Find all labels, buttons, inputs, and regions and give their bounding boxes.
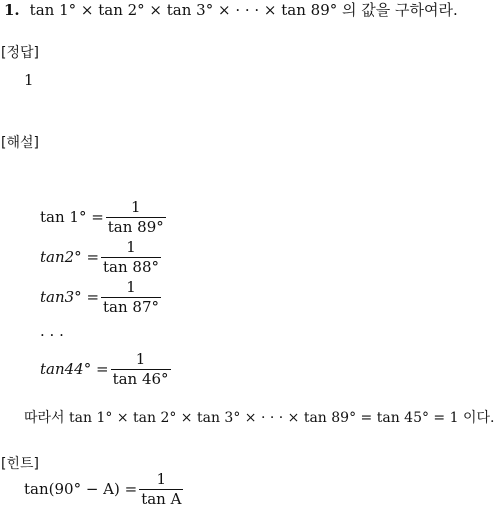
answer-label: [정답] [1, 45, 39, 61]
explanation-eq1 [40, 200, 168, 236]
problem-number: 1. [4, 1, 20, 19]
hint-left: tan(90° − A) = [24, 480, 138, 499]
eq3-denominator: tan 87° [103, 297, 160, 316]
explanation-eq2 [40, 240, 163, 276]
hint-label: [힌트] [1, 456, 39, 472]
explanation-eq4 [40, 352, 173, 388]
hint-formula [24, 472, 185, 508]
eq4-denominator: tan 46° [112, 369, 169, 388]
hint-denominator: tan A [141, 489, 182, 508]
eq1-fraction [106, 200, 166, 236]
eq2-left: tan2° = [40, 248, 100, 267]
eq3-left: tan3° = [40, 288, 100, 307]
eq4-numerator: 1 [135, 350, 146, 368]
problem-text: tan 1° × tan 2° × tan 3° × · · · × tan 89° 의 값을 구하여라. [29, 1, 458, 19]
explanation-eq3 [40, 280, 163, 316]
explanation-label: [해설] [1, 135, 39, 151]
eq1-left: tan 1° = [40, 208, 104, 227]
eq1-denominator: tan 89° [107, 217, 164, 236]
explanation-conclusion: 따라서 tan 1° × tan 2° × tan 3° × · · · × tan 89° = tan 45° = 1 이다. [24, 410, 495, 426]
explanation-ellipsis: · · · [40, 326, 64, 344]
eq4-fraction [111, 352, 171, 388]
eq1-numerator: 1 [131, 198, 141, 216]
eq2-fraction [101, 240, 161, 276]
hint-numerator: 1 [156, 470, 167, 488]
eq4-left: tan44° = [40, 360, 109, 379]
eq2-denominator: tan 88° [103, 257, 160, 276]
eq2-numerator: 1 [126, 238, 136, 256]
answer-value: 1 [24, 71, 34, 89]
hint-fraction [139, 472, 183, 508]
eq3-fraction [101, 280, 161, 316]
eq3-numerator: 1 [126, 278, 136, 296]
problem-line [4, 3, 458, 18]
